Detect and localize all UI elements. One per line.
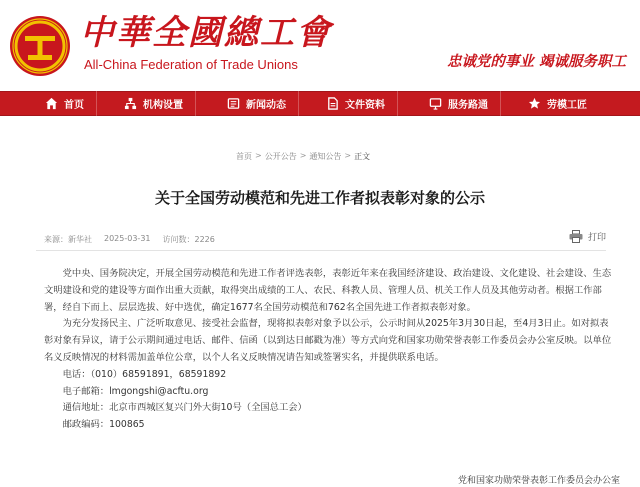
star-icon	[527, 97, 541, 111]
contact-address: 通信地址：北京市西城区复兴门外大街10号（全国总工会）	[62, 402, 307, 414]
article-views: 访问数：2226	[162, 235, 215, 244]
contact-email: 电子邮箱：lmgongshi@acftu.org	[62, 385, 209, 397]
article-signature: 党和国家功勋荣誉表彰工作委员会办公室	[457, 476, 620, 486]
article-paragraph-intro: 党中央、国务院决定，开展全国劳动模范和先进工作者评选表彰，表彰近年来在我国经济建设、政治建设、文化建设、社会建设、生态文明建设和党的建设等方面作出重大贡献，取得突出成绩的工人、农民、科教人员、管理人员、机关工作人员及其他劳动者。根据工作部署，经自下而上、层层选拔、好中选优，确定1677名全国劳动模范和762名全国先进工作者拟表彰对象。	[44, 268, 612, 313]
site-logo-subtitle: All-China Federation of Trade Unions	[84, 57, 298, 72]
nav-item-label: 文件资料	[345, 100, 385, 111]
breadcrumb-link-home[interactable]: 首页	[236, 152, 252, 161]
site-logo-title[interactable]: 中華全國總工會	[80, 13, 332, 53]
main-nav	[0, 91, 640, 116]
news-icon	[226, 97, 240, 111]
article-paragraph-notice: 为充分发扬民主、广泛听取意见、接受社会监督，现将拟表彰对象予以公示，公示时间从2025年3月30日起，至4月3日止。如对拟表彰对象有异议，请于公示期间通过电话、邮件、信函（以到达日邮戳为准）等方式向党和国家功勋荣誉表彰工作委员会办公室反映。以单位名义反映情况的材料需加盖单位公章，以个人名义反映情况请告知或签署实名，并提供联系电话。	[44, 318, 612, 363]
print-button[interactable]	[569, 230, 606, 243]
article-date: 2025-03-31	[104, 234, 151, 243]
breadcrumb-separator: >	[255, 151, 262, 160]
acftu-emblem-icon[interactable]	[8, 14, 72, 78]
contact-postcode: 邮政编码：100865	[62, 419, 145, 431]
article-divider	[36, 250, 606, 251]
nav-item-label: 服务路通	[448, 100, 488, 111]
nav-item-documents[interactable]	[299, 91, 398, 116]
breadcrumb-link-notice[interactable]: 通知公告	[309, 152, 342, 161]
nav-item-news[interactable]	[196, 91, 299, 116]
nav-item-label: 首页	[64, 100, 84, 111]
article-title: 关于全国劳动模范和先进工作者拟表彰对象的公示	[154, 189, 485, 207]
printer-icon	[569, 230, 583, 243]
print-label: 打印	[587, 233, 606, 243]
service-icon	[428, 97, 442, 111]
org-icon	[123, 97, 137, 111]
breadcrumb-link-public-notice[interactable]: 公开公告	[264, 152, 297, 161]
nav-item-label: 新闻动态	[246, 100, 286, 111]
nav-item-home[interactable]	[0, 91, 97, 116]
document-icon	[325, 97, 339, 111]
contact-phone: 电话：（010）68591891，68591892	[62, 368, 227, 380]
nav-item-model-workers[interactable]	[501, 91, 599, 116]
nav-item-label: 机构设置	[143, 100, 183, 111]
breadcrumb-separator: >	[344, 151, 352, 160]
nav-item-label: 劳模工匠	[547, 100, 587, 111]
breadcrumb	[236, 151, 370, 162]
article-body	[44, 266, 614, 434]
article-meta	[44, 234, 215, 245]
nav-item-services[interactable]	[398, 91, 501, 116]
breadcrumb-separator: >	[299, 151, 307, 160]
article-source: 来源：新华社	[44, 235, 92, 244]
breadcrumb-current: 正文	[354, 152, 371, 161]
site-slogan: 忠诚党的事业 竭诚服务职工	[446, 53, 626, 70]
home-icon	[44, 97, 58, 111]
nav-item-org[interactable]	[97, 91, 196, 116]
site-header	[0, 0, 640, 91]
